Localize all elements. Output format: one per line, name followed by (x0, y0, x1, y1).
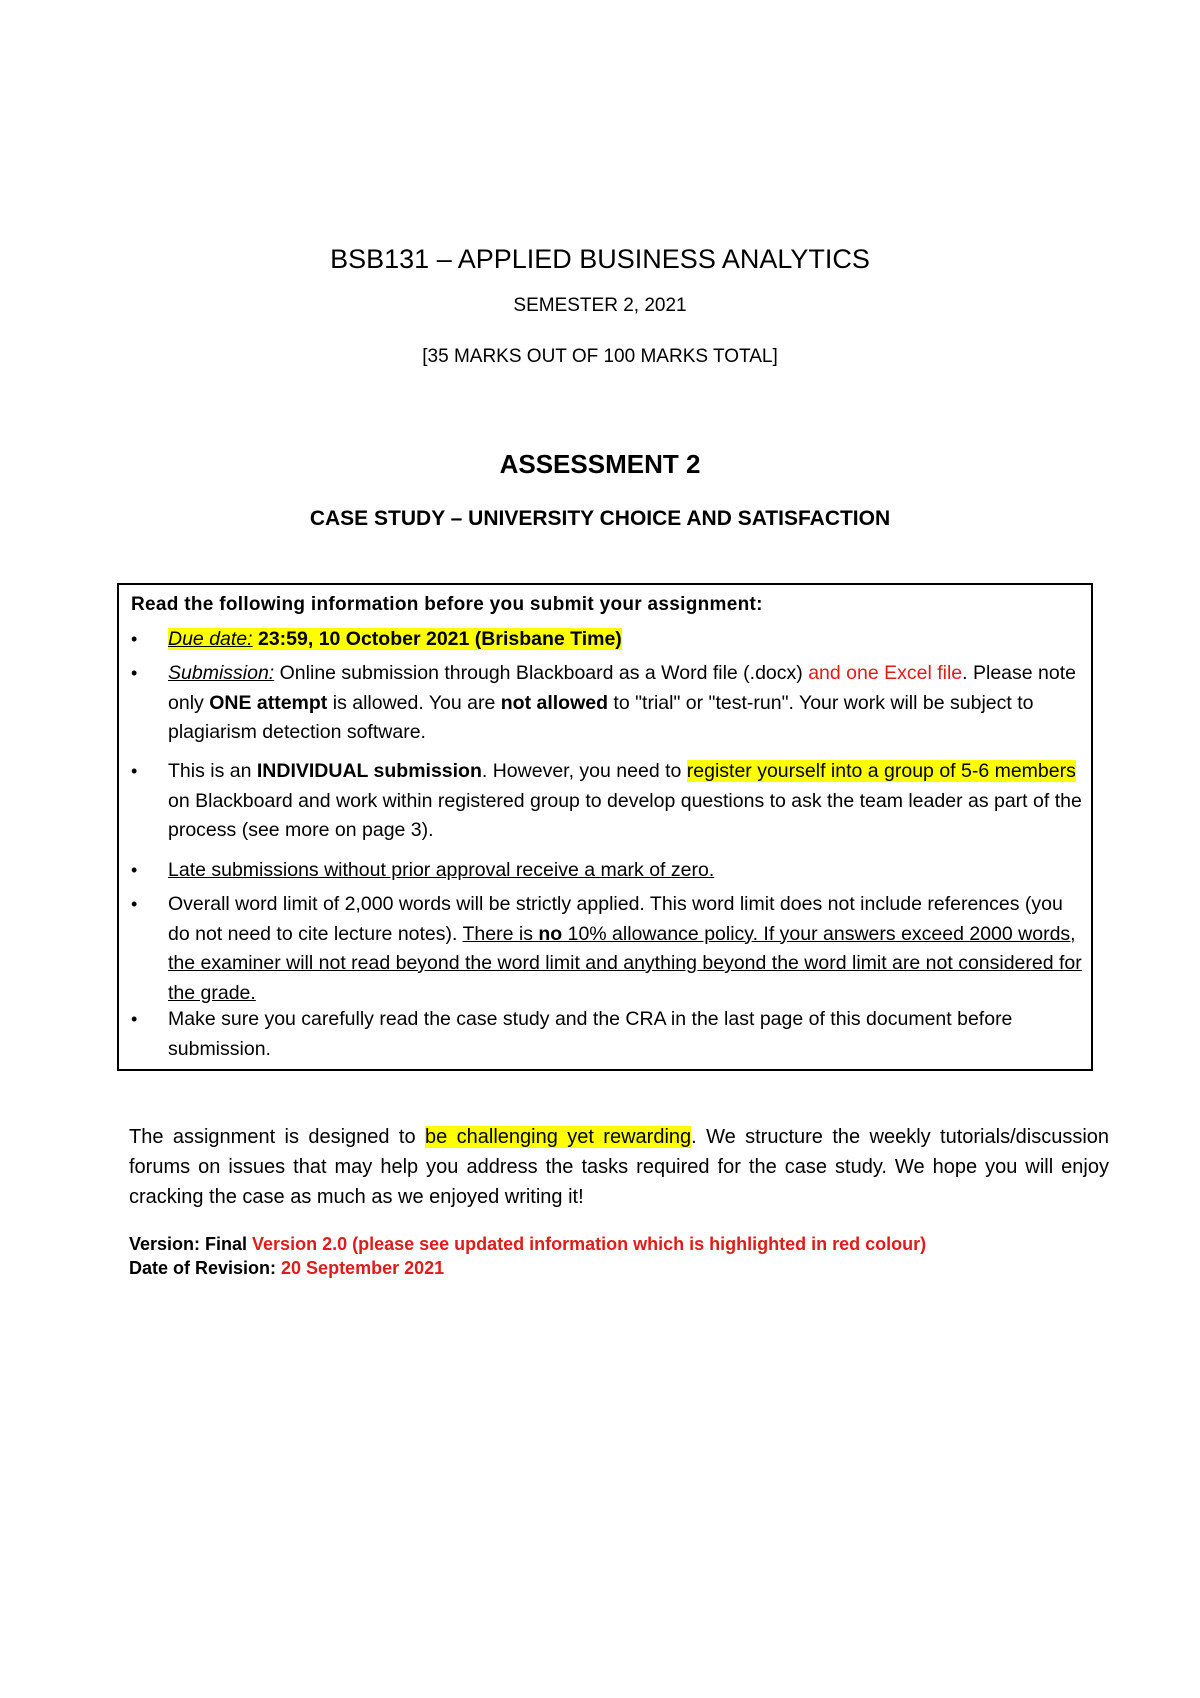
due-date-value: 23:59, 10 October 2021 (Brisbane Time) (252, 628, 622, 650)
bullet-icon: • (131, 894, 138, 914)
revision-label: Date of Revision: (129, 1258, 282, 1278)
revision-value: 20 September 2021 (281, 1258, 445, 1278)
late-submission-text: Late submissions without prior approval receive a mark of zero. (168, 859, 715, 881)
case-study-title: CASE STUDY – UNIVERSITY CHOICE AND SATISFACTION (309, 507, 891, 530)
course-title: BSB131 – APPLIED BUSINESS ANALYTICS (330, 244, 870, 274)
assessment-title: ASSESSMENT 2 (499, 449, 701, 479)
version-line (129, 1232, 926, 1256)
submission-label: Submission: (168, 662, 275, 684)
excel-file-note: and one Excel file (808, 662, 963, 684)
marks-label: [35 MARKS OUT OF 100 MARKS TOTAL] (422, 346, 778, 367)
challenging-highlight: be challenging yet rewarding (425, 1126, 692, 1148)
revision-line (129, 1256, 444, 1280)
intro-paragraph: The assignment is designed to be challenging yet rewarding. We structure the weekly tutorials/discussion forums on issues that may help you address the tasks required for the case study. We hope you will enjoy cracking the case as much as we enjoyed writing it! (129, 1126, 1110, 1208)
bullet-icon: • (131, 860, 138, 880)
not-allowed-text: not allowed (500, 691, 609, 714)
version-value: Version 2.0 (please see updated information which is highlighted in red colour) (252, 1234, 927, 1254)
version-label: Version: Final (129, 1234, 253, 1254)
semester-label: SEMESTER 2, 2021 (513, 295, 687, 316)
due-date-highlight (168, 628, 622, 650)
read-case-text: Make sure you carefully read the case study and the CRA in the last page of this document before submission. (168, 1008, 1013, 1060)
bullet-icon: • (131, 1009, 138, 1029)
group-registration-highlight: register yourself into a group of 5-6 members (686, 760, 1076, 782)
one-attempt-text: ONE attempt (209, 691, 328, 714)
due-date-label: Due date: (168, 628, 253, 650)
bullet-icon: • (131, 663, 138, 683)
submission-info-box: Read the following information before you submit your assignment: • Due date: 23:59, 10 October 2021 (Brisbane Time) • Submission: Online submission through Blackboard as a Word file (.docx) and one Excel file. Please note only ONE attempt is allowed. You are not allowed to "trial" or "test-run". Your work will be subject to plagiarism detection software. • This is an INDIVIDUAL submission. However, you need to register yourself into a group of 5-6 members on Blackboard and work within registered group to develop questions to ask the team leader as part of the process (see more on page 3). • Late submissions without prior approval receive a mark of zero. • Overall word limit of 2,000 words will be strictly applied. This word limit does not include references (you do not need to cite lecture notes). There is no 10% allowance policy. If your answers exceed 2000 words, the examiner will not read beyond the word limit and anything beyond the word limit are not considered for the grade. • Make sure you carefully read the case study and the CRA in the last page of this document before submission. (117, 583, 1093, 1071)
bullet-icon: • (131, 761, 138, 781)
info-box-heading: Read the following information before you submit your assignment: (131, 594, 763, 615)
bullet-icon: • (131, 629, 138, 649)
individual-submission-text: INDIVIDUAL submission (256, 760, 482, 782)
